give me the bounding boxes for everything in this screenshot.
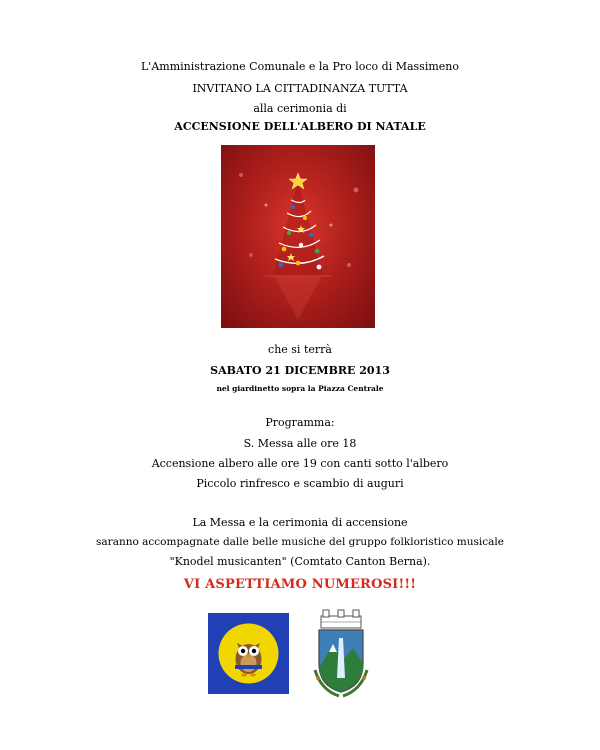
christmas-tree-image xyxy=(221,145,375,328)
event-intro: che si terrà xyxy=(268,343,332,356)
program-heading: Programma: xyxy=(265,416,335,429)
pro-loco-owl-logo xyxy=(208,613,289,694)
ceremony-intro: alla cerimonia di xyxy=(253,102,347,115)
invitation-line: INVITANO LA CITTADINANZA TUTTA xyxy=(192,82,408,95)
municipal-coat-of-arms xyxy=(309,608,373,698)
program-item: Piccolo rinfresco e scambio di auguri xyxy=(196,477,404,490)
band-name: "Knodel musicanten" (Comtato Canton Berna). xyxy=(169,555,431,568)
program-item: S. Messa alle ore 18 xyxy=(243,437,357,450)
music-intro: La Messa e la cerimonia di accensione xyxy=(192,516,408,529)
organizers-line: L'Amministrazione Comunale e la Pro loco di Massimeno xyxy=(141,60,459,73)
event-title: ACCENSIONE DELL'ALBERO DI NATALE xyxy=(174,120,426,133)
program-item: Accensione albero alle ore 19 con canti sotto l'albero xyxy=(151,457,449,470)
event-date: SABATO 21 DICEMBRE 2013 xyxy=(210,364,390,377)
music-detail: saranno accompagnate dalle belle musiche del gruppo folkloristico musicale xyxy=(96,536,504,548)
event-place: nel giardinetto sopra la Piazza Centrale xyxy=(216,384,384,393)
closing-message: VI ASPETTIAMO NUMEROSI!!! xyxy=(183,577,417,592)
